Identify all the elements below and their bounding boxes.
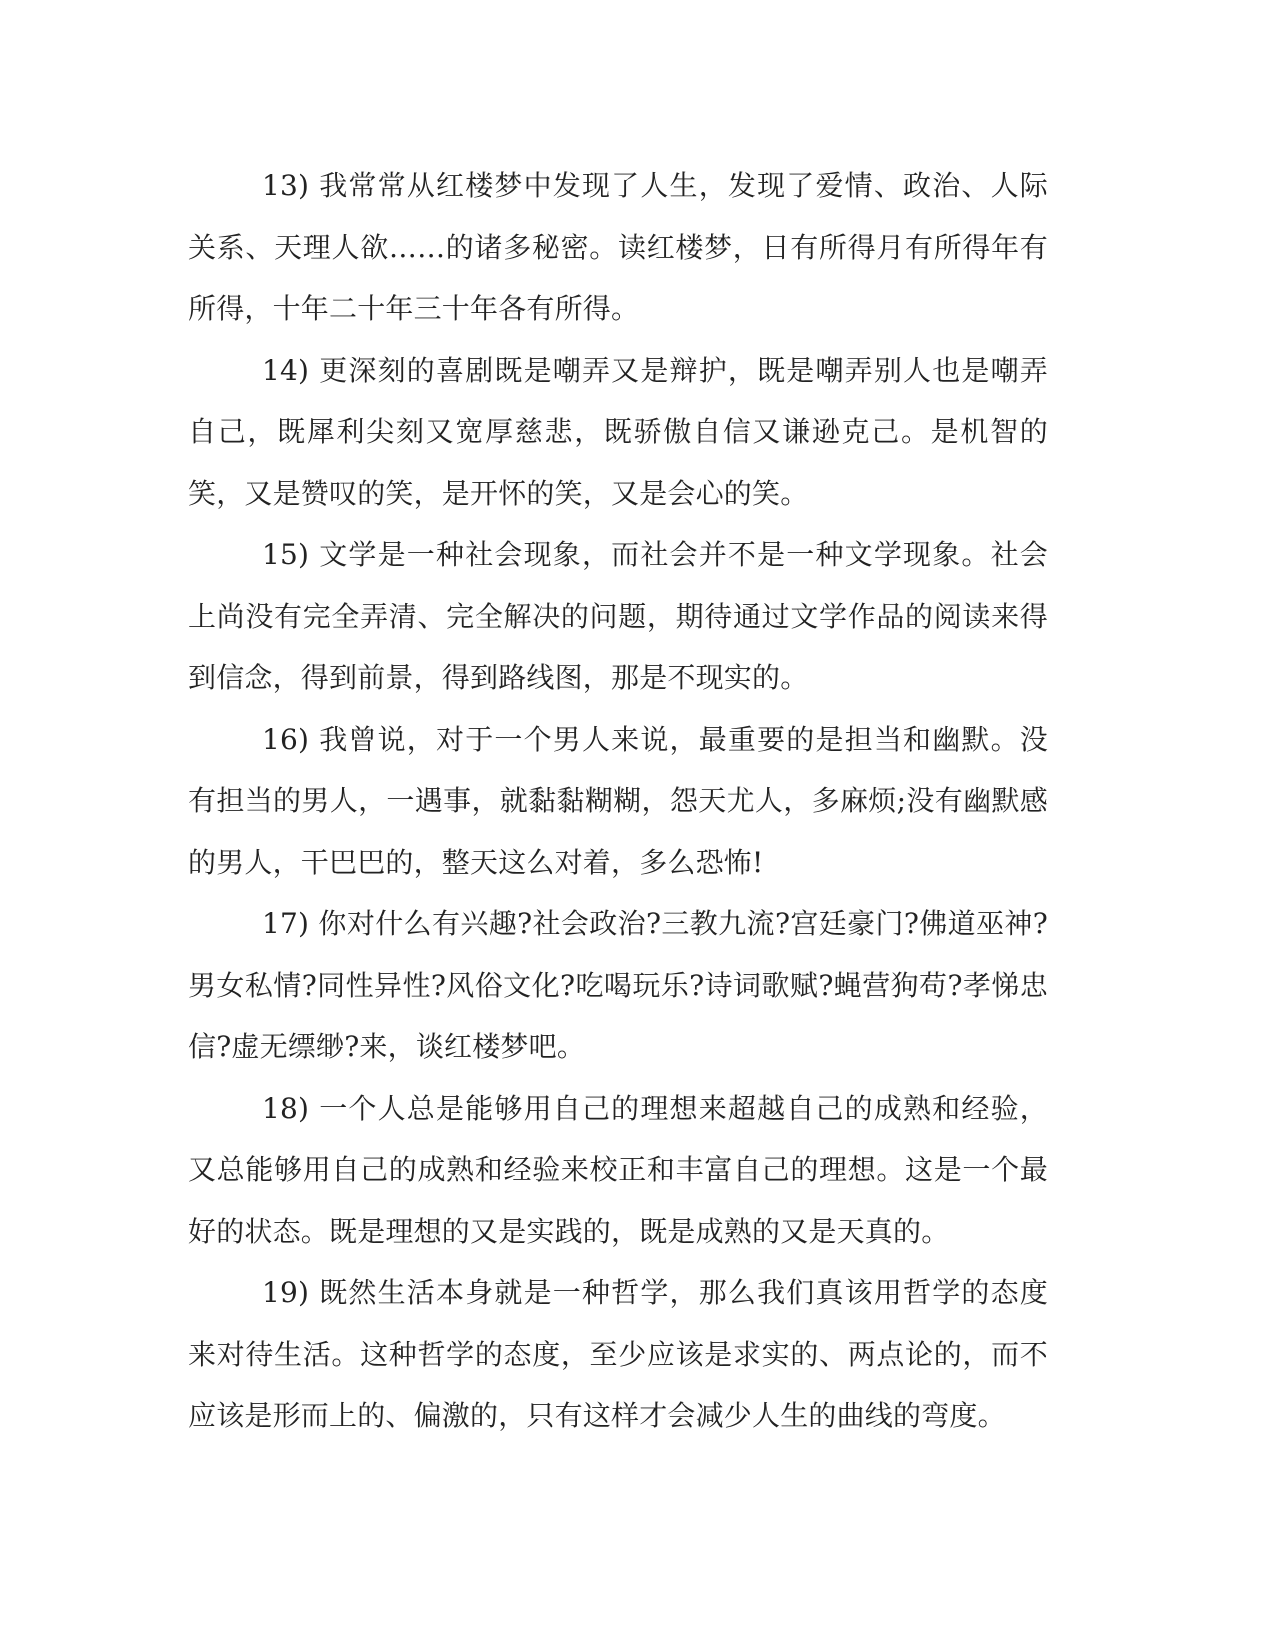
paragraph-17: 17) 你对什么有兴趣?社会政治?三教九流?宫廷豪门?佛道巫神?男女私情?同性异性?风俗文化?吃喝玩乐?诗词歌赋?蝇营狗苟?孝悌忠信?虚无缥缈?来，谈红楼梦吧。 bbox=[188, 907, 1048, 1063]
paragraph-14: 14) 更深刻的喜剧既是嘲弄又是辩护，既是嘲弄别人也是嘲弄自己，既犀利尖刻又宽厚慈悲，既骄傲自信又谦逊克己。是机智的笑，又是赞叹的笑，是开怀的笑，又是会心的笑。 bbox=[188, 353, 1048, 510]
paragraph-16: 16) 我曾说，对于一个男人来说，最重要的是担当和幽默。没有担当的男人，一遇事，就黏黏糊糊，怨天尤人，多麻烦;没有幽默感的男人，干巴巴的，整天这么对着，多么恐怖! bbox=[188, 722, 1048, 879]
paragraph-18: 18) 一个人总是能够用自己的理想来超越自己的成熟和经验，又总能够用自己的成熟和经验来校正和丰富自己的理想。这是一个最好的状态。既是理想的又是实践的，既是成熟的又是天真的。 bbox=[188, 1091, 1048, 1248]
document-page bbox=[188, 155, 1048, 1447]
paragraph-13: 13) 我常常从红楼梦中发现了人生，发现了爱情、政治、人际关系、天理人欲……的诸多秘密。读红楼梦，日有所得月有所得年有所得，十年二十年三十年各有所得。 bbox=[188, 169, 1048, 325]
paragraph-19: 19) 既然生活本身就是一种哲学，那么我们真该用哲学的态度来对待生活。这种哲学的态度，至少应该是求实的、两点论的，而不应该是形而上的、偏激的，只有这样才会减少人生的曲线的弯度。 bbox=[188, 1276, 1048, 1432]
paragraph-15: 15) 文学是一种社会现象，而社会并不是一种文学现象。社会上尚没有完全弄清、完全解决的问题，期待通过文学作品的阅读来得到信念，得到前景，得到路线图，那是不现实的。 bbox=[188, 538, 1048, 694]
